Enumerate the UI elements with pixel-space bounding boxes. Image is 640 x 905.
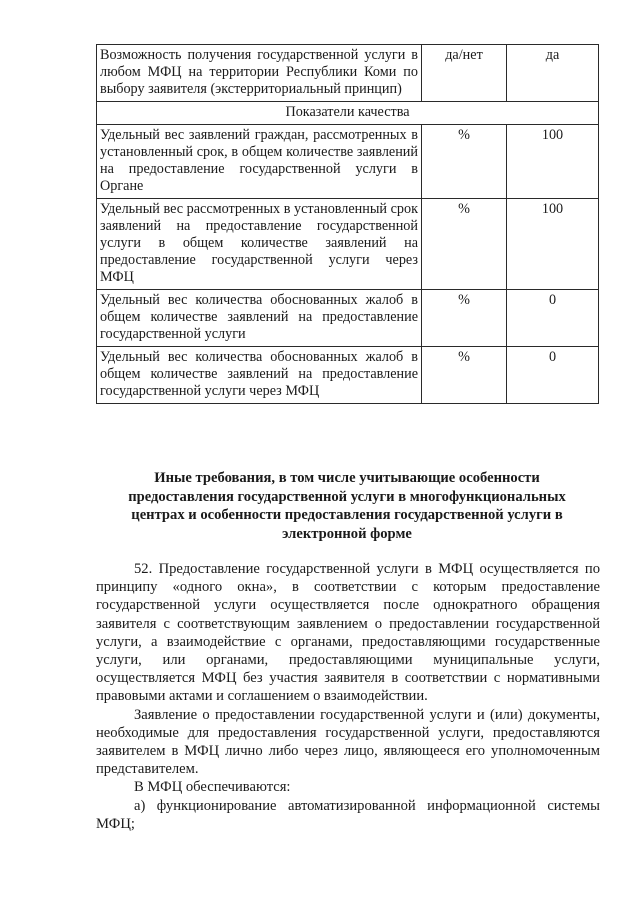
table-row (97, 45, 599, 102)
body-text (96, 560, 600, 833)
indicator-unit: % (422, 199, 507, 290)
table-row (97, 290, 599, 347)
indicator-label: Удельный вес количества обоснованных жалоб в общем количестве заявлений на предоставление государственной услуги через МФЦ (97, 347, 422, 404)
indicator-unit: % (422, 290, 507, 347)
indicator-unit: да/нет (422, 45, 507, 102)
paragraph-52: 52. Предоставление государственной услуги в МФЦ осуществляется по принципу «одного окна», в соответствии с которым предоставление государственной услуги осуществляется после однократного обращения заявителя с соответствующим заявлением о предоставлении государственной услуги, а взаимодействие с органами, предоставляющими государственные услуги, или органами, предоставляющими муниципальные услуги, осуществляется МФЦ без участия заявителя в соответствии с нормативными правовыми актами и соглашением о взаимодействии. (96, 561, 600, 705)
indicator-label: Возможность получения государственной услуги в любом МФЦ на территории Республики Коми по выбору заявителя (экстерриториальный принцип) (97, 45, 422, 102)
paragraph: Заявление о предоставлении государственной услуги и (или) документы, необходимые для предоставления государственной услуги, предоставляются заявителем в МФЦ лично либо через лицо, являющееся его уполномоченным представителем. (96, 706, 600, 778)
table-row (97, 125, 599, 199)
list-item: а) функционирование автоматизированной информационной системы МФЦ; (96, 797, 600, 832)
indicator-label: Удельный вес заявлений граждан, рассмотренных в установленный срок, в общем количестве заявлений на предоставление государственной услуги в Органе (97, 125, 422, 199)
table-row (97, 199, 599, 290)
indicator-label: Удельный вес количества обоснованных жалоб в общем количестве заявлений на предоставление государственной услуги (97, 290, 422, 347)
indicator-value: 0 (507, 347, 599, 404)
section-heading: Иные требования, в том числе учитывающие особенности предоставления государственной услуги в многофункциональных центрах и особенности предоставления государственной услуги в электронной форме (128, 470, 566, 542)
paragraph: В МФЦ обеспечиваются: (134, 779, 291, 796)
quality-indicators-table (96, 44, 599, 404)
table-row (97, 347, 599, 404)
table-section-row (97, 102, 599, 125)
indicator-label: Удельный вес рассмотренных в установленный срок заявлений на предоставление государственной услуги в общем количестве заявлений на предоставление государственной услуги через МФЦ (97, 199, 422, 290)
indicator-unit: % (422, 125, 507, 199)
indicator-value: 100 (507, 125, 599, 199)
section-title: Показатели качества (97, 102, 599, 125)
indicator-value: 0 (507, 290, 599, 347)
indicator-unit: % (422, 347, 507, 404)
indicator-value: 100 (507, 199, 599, 290)
indicator-value: да (507, 45, 599, 102)
